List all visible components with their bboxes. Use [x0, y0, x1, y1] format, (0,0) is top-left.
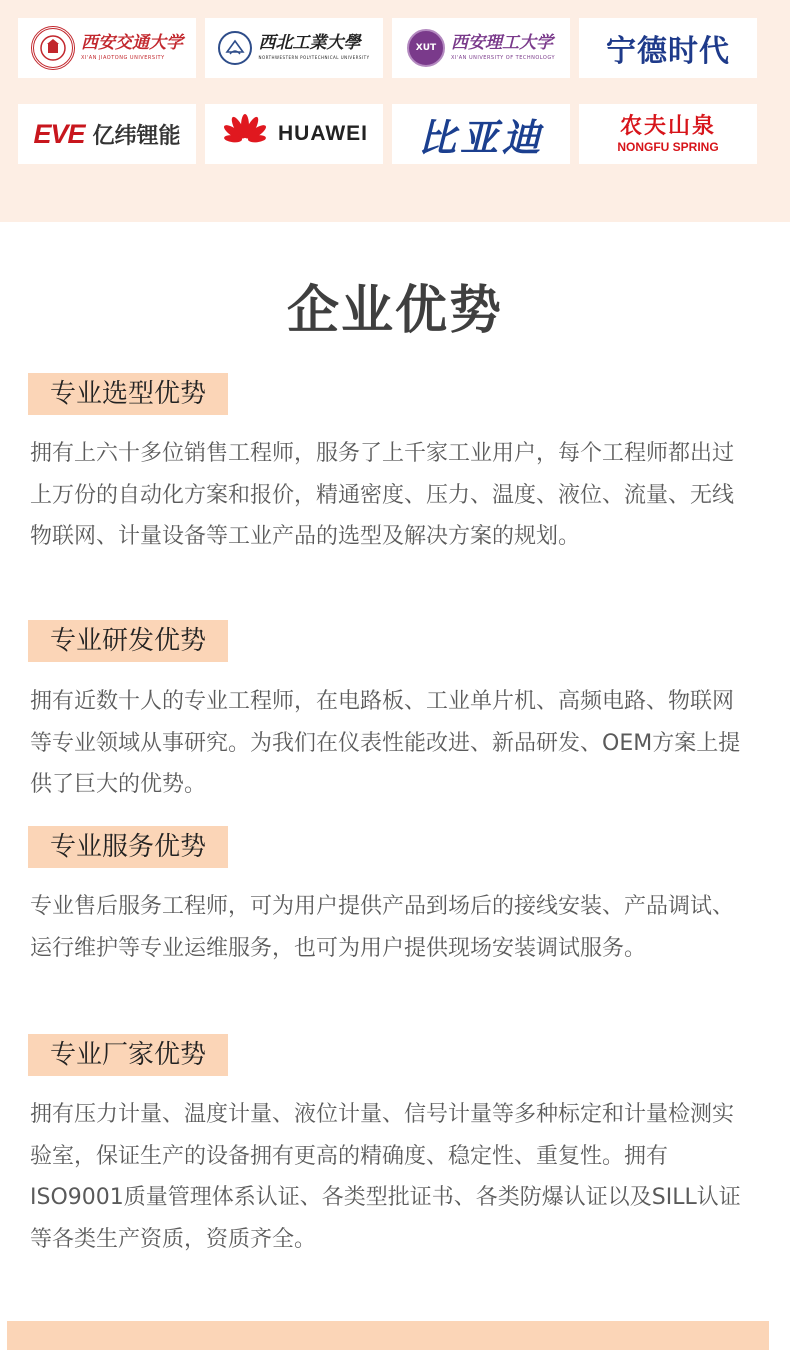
- bottom-decor-band: [7, 1321, 769, 1350]
- partner-logo-eve: [18, 104, 196, 164]
- partner-name: 亿纬锂能: [92, 123, 181, 149]
- partner-subtitle: NONGFU SPRING: [617, 139, 719, 154]
- emblem-text: XUT: [415, 43, 437, 53]
- partner-logo-catl: [579, 18, 757, 78]
- advantage-description: 拥有上六十多位销售工程师，服务了上千家工业用户，每个工程师都出过上万份的自动化方案和报价，精通密度、压力、温度、液位、流量、无线物联网、计量设备等工业产品的选型及解决方案的规划。: [30, 441, 735, 549]
- partner-name: 比亚迪: [417, 115, 544, 160]
- partner-subtitle: XI'AN UNIVERSITY OF TECHNOLOGY: [450, 54, 556, 61]
- partner-logo-nwpu: [205, 18, 383, 78]
- partner-logo-huawei: [205, 104, 383, 164]
- university-emblem-icon: [31, 26, 75, 70]
- advantage-tag: 专业选型优势: [28, 373, 228, 415]
- advantage-tag: 专业服务优势: [28, 826, 228, 868]
- partner-logo-xut: [392, 18, 570, 78]
- partner-name: 西安交通大学: [81, 32, 183, 53]
- advantage-tag: 专业研发优势: [28, 620, 228, 662]
- advantage-description: 拥有压力计量、温度计量、液位计量、信号计量等多种标定和计量检测实验室，保证生产的设备拥有更高的精确度、稳定性、重复性。拥有ISO9001质量管理体系认证、各类型批证书、各类防爆认证以及SILL认证等各类生产资质，资质齐全。: [30, 1102, 741, 1252]
- partner-name: 西安理工大学: [450, 32, 553, 53]
- section-title: 企业优势: [286, 280, 503, 341]
- partner-name: HUAWEI: [278, 122, 368, 145]
- partner-subtitle: XI'AN JIAOTONG UNIVERSITY: [81, 54, 165, 61]
- university-emblem-icon: [218, 31, 252, 65]
- partner-logo-xjtu: [18, 18, 196, 78]
- partner-name: 宁德时代: [606, 34, 730, 69]
- partner-name: 农夫山泉: [619, 112, 716, 139]
- partner-subtitle: NORTHWESTERN POLYTECHNICAL UNIVERSITY: [258, 55, 370, 61]
- advantage-tag: 专业厂家优势: [28, 1034, 228, 1076]
- partner-name: 西北工業大學: [258, 33, 361, 54]
- eve-mark: EVE: [33, 118, 85, 149]
- partner-logo-byd: [392, 104, 570, 164]
- advantage-description: 拥有近数十人的专业工程师，在电路板、工业单片机、高频电路、物联网等专业领域从事研究。为我们在仪表性能改进、新品研发、OEM方案上提供了巨大的优势。: [30, 689, 741, 797]
- university-emblem-icon: [407, 29, 445, 67]
- huawei-petal-icon: [220, 114, 270, 154]
- advantage-description: 专业售后服务工程师，可为用户提供产品到场后的接线安装、产品调试、运行维护等专业运维服务，也可为用户提供现场安装调试服务。: [30, 894, 735, 961]
- partner-logo-nongfu: [579, 104, 757, 164]
- partner-logos-band: [0, 0, 790, 222]
